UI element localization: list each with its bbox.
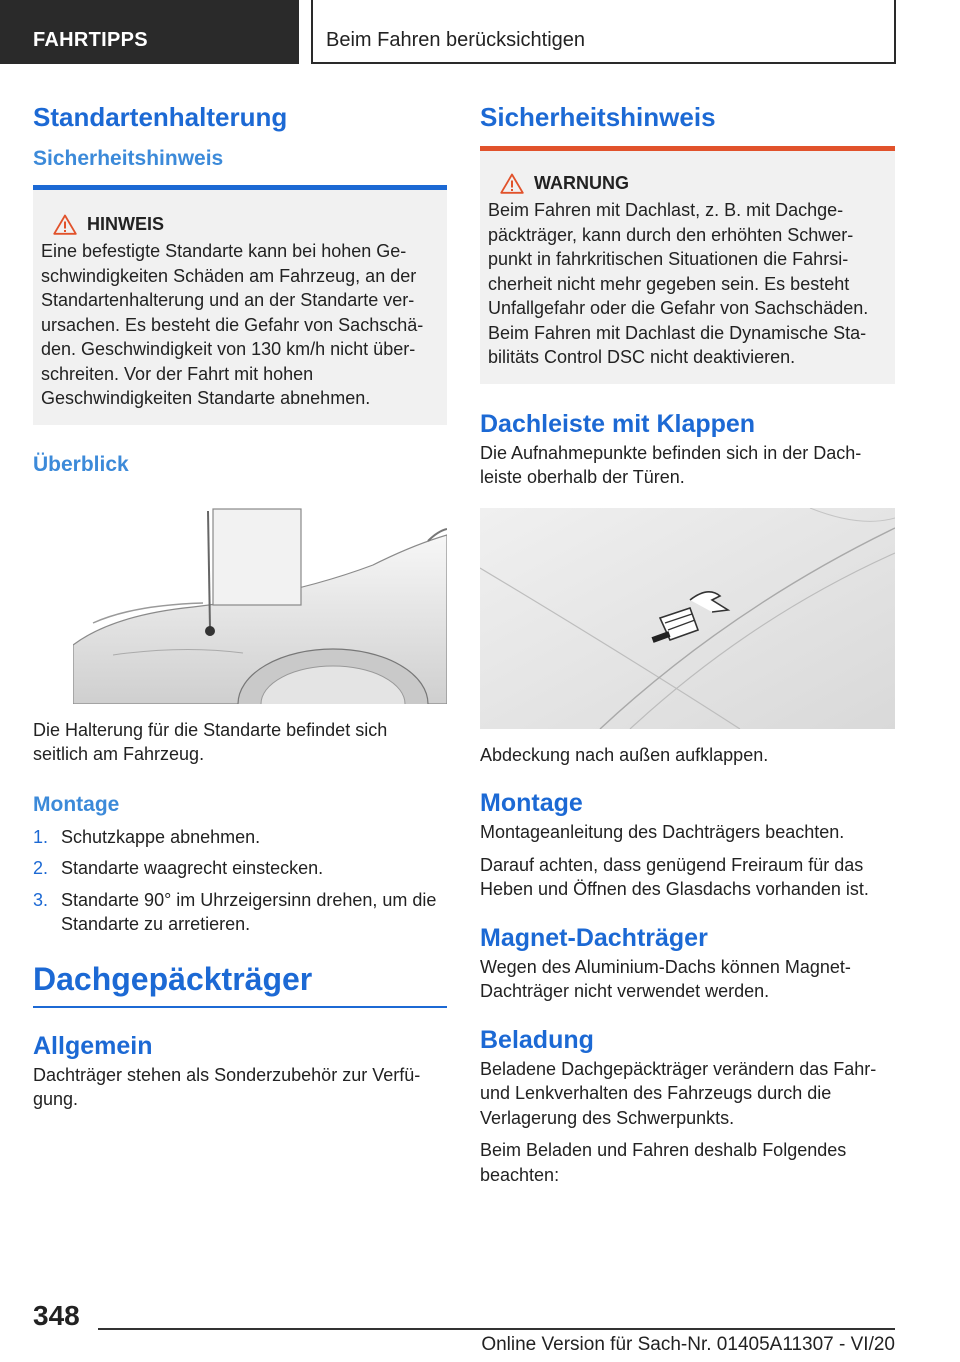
step-number: 1. [33, 826, 49, 847]
flag-holder-illustration [73, 495, 447, 704]
step-text: Standarte 90° im Uhrzeigersinn drehen, um die Standarte zu arretieren. [61, 889, 437, 934]
left-column [33, 102, 447, 1112]
overview-heading: Überblick [33, 452, 129, 476]
section-title-standartenhalterung: Standartenhalterung [33, 102, 288, 132]
mount-text-1: Montageanleitung des Dachträgers beachten. [480, 822, 845, 842]
roof-strip-drawing [480, 508, 895, 729]
load-heading: Beladung [480, 1025, 594, 1054]
page-number: 348 [33, 1300, 80, 1331]
magnet-heading: Magnet-Dachträger [480, 923, 708, 952]
header-subsection-tab [311, 0, 896, 64]
header-subsection-label: Beim Fahren berücksichtigen [326, 29, 586, 51]
list-item [33, 825, 447, 850]
mount-heading-right: Montage [480, 789, 583, 817]
safety-heading-left: Sicherheitshinweis [33, 147, 224, 170]
notice-text: Eine befestigte Standarte kann bei hohen Geschwindigkeiten Schäden am Fahrzeug, an der Standartenhalterung und an der Standarte verursachen. Es besteht die Gefahr von Sachschäden. Geschwindigkeit von 130 km/h nicht überschreiten. Vor der Fahrt mit hohen Geschwindigkeiten Standarte abnehmen. [41, 241, 424, 408]
mount-steps-list [33, 825, 447, 937]
header-section-tab [0, 0, 299, 64]
car-flag-drawing [73, 495, 447, 704]
step-text: Standarte waagrecht einstecken. [61, 858, 324, 878]
roofrack-heading: Dachgepäckträger [33, 960, 313, 997]
notice-label: HINWEIS [87, 214, 165, 234]
general-text: Dachträger stehen als Sonderzubehör zur Verfügung. [33, 1064, 421, 1109]
load-text-1: Beladene Dachgepäckträger verändern das Fahr- und Lenkverhalten des Fahrzeugs durch die Verlagerung des Schwerpunkts. [480, 1058, 877, 1128]
step-text: Schutzkappe abnehmen. [61, 826, 261, 847]
magnet-text: Wegen des Aluminium-Dachs können Magnet-Dachträger nicht verwendet werden. [480, 956, 851, 1001]
general-heading: Allgemein [33, 1031, 153, 1060]
strip-heading: Dachleiste mit Klappen [480, 409, 756, 438]
warning-title [488, 173, 887, 194]
mount-text-2: Darauf achten, dass genügend Freiraum für das Heben und Öffnen des Glasdachs vorhanden ist. [480, 854, 869, 899]
footer-rule [98, 1328, 895, 1330]
right-column [480, 102, 895, 1187]
mount-heading-left: Montage [33, 792, 120, 816]
step-number: 2. [33, 858, 49, 878]
roof-strip-illustration [480, 508, 895, 729]
overview-text: Die Halterung für die Standarte befindet sich seitlich am Fahrzeug. [33, 719, 388, 764]
header-section-label: FAHRTIPPS [33, 29, 148, 51]
warning-triangle-icon [53, 214, 77, 235]
warning-label: WARNUNG [534, 173, 629, 193]
safety-heading-right: Sicherheitshinweis [480, 102, 716, 132]
warning-box [480, 151, 895, 384]
notice-box [33, 190, 447, 425]
strip-text: Die Aufnahmepunkte befinden sich in der Dachleiste oberhalb der Türen. [480, 442, 862, 487]
warning-triangle-icon [500, 173, 524, 194]
roofrack-rule [33, 1006, 447, 1008]
step-number: 3. [33, 889, 49, 910]
footer-online-version: Online Version für Sach-Nr. 01405A11307 - VI/20 [481, 1334, 895, 1355]
notice-title [41, 214, 439, 235]
strip-caption: Abdeckung nach außen aufklappen. [480, 744, 769, 765]
list-item [33, 888, 447, 937]
list-item [33, 856, 447, 881]
warning-text: Beim Fahren mit Dachlast, z. B. mit Dachgepäckträger, kann durch den erhöhten Schwerpunkt in fahrkritischen Situationen die Fahrsicherheit nicht mehr gegeben sein. Es besteht Unfallgefahr oder die Gefahr von Sachschäden. Beim Fahren mit Dachlast die Dynamische Stabilitäts Control DSC nicht deaktivieren. [488, 200, 869, 367]
load-text-2: Beim Beladen und Fahren deshalb Folgendes beachten: [480, 1140, 847, 1185]
